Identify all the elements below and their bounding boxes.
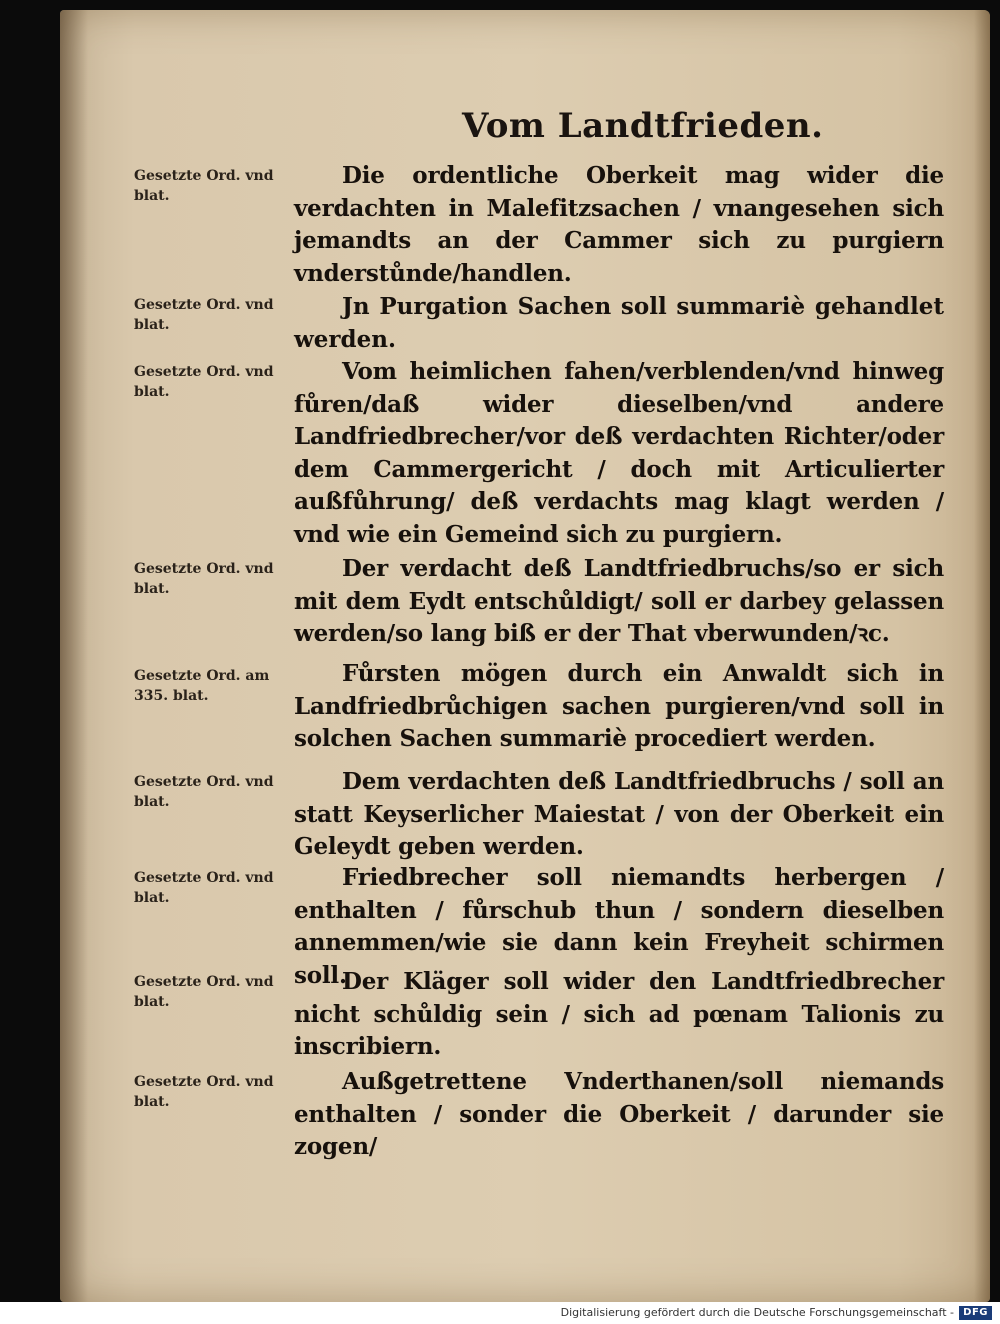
paragraph-text: Außgetrettene Vnderthanen/soll niemands enthalten / sonder die Oberkeit / darunder sie zogen/ bbox=[294, 1068, 944, 1160]
margin-note: Gesetzte Ord. vnd blat. bbox=[134, 168, 274, 204]
paragraph-text: Dem verdachten deß Landtfriedbruchs / soll an statt Keyserlicher Maiestat / von der Oberkeit ein Geleydt geben werden. bbox=[294, 768, 944, 860]
paragraph-text: Der verdacht deß Landtfriedbruchs/so er sich mit dem Eydt entschůldigt/ soll er darbey gelassen werden/so lang biß er der That vberwunden/ꝛc. bbox=[294, 555, 944, 647]
margin-note: Gesetzte Ord. vnd blat. bbox=[134, 974, 274, 1010]
margin-note: Gesetzte Ord. am 335. blat. bbox=[134, 668, 270, 704]
margin-note: Gesetzte Ord. vnd blat. bbox=[134, 364, 274, 400]
paragraph-text: Die ordentliche Oberkeit mag wider die verdachten in Malefitzsachen / vnangesehen sich jemandts an der Cammer sich zu purgiern vnderstůnde/handlen. bbox=[294, 162, 944, 287]
margin-note: Gesetzte Ord. vnd blat. bbox=[134, 774, 274, 810]
attribution-bar bbox=[0, 1302, 1000, 1324]
running-head: Vom Landtfrieden. bbox=[462, 106, 824, 146]
paragraph-text: Vom heimlichen fahen/verblenden/vnd hinweg fůren/daß wider dieselben/vnd andere Landfriedbrecher/vor deß verdachten Richter/oder dem Cammergericht / doch mit Articulierter außfůhrung/ deß verdachts mag klagt werden / vnd wie ein Gemeind sich zu purgiern. bbox=[294, 358, 944, 548]
page-edge bbox=[974, 10, 990, 1302]
spine-shadow bbox=[60, 10, 88, 1302]
margin-note: Gesetzte Ord. vnd blat. bbox=[134, 870, 274, 906]
margin-note: Gesetzte Ord. vnd blat. bbox=[134, 297, 274, 333]
paragraph-text: Der Kläger soll wider den Landtfriedbrecher nicht schůldig sein / sich ad pœnam Talionis zu inscribiern. bbox=[294, 968, 944, 1060]
paragraph-text: Fůrsten mögen durch ein Anwaldt sich in Landfriedbrůchigen sachen purgieren/vnd soll in solchen Sachen summariè procediert werden. bbox=[294, 660, 944, 752]
paragraph-text: Friedbrecher soll niemandts herbergen / enthalten / fůrschub thun / sondern dieselben annemmen/wie sie dann kein Freyheit schirmen soll. bbox=[294, 864, 944, 989]
book-page bbox=[60, 10, 990, 1302]
margin-note: Gesetzte Ord. vnd blat. bbox=[134, 561, 274, 597]
funding-notice: Digitalisierung gefördert durch die Deutsche Forschungsgemeinschaft - bbox=[560, 1306, 954, 1319]
paragraph-text: Jn Purgation Sachen soll summariè gehandlet werden. bbox=[294, 293, 944, 353]
margin-note: Gesetzte Ord. vnd blat. bbox=[134, 1074, 274, 1110]
dfg-logo: DFG bbox=[959, 1306, 992, 1320]
